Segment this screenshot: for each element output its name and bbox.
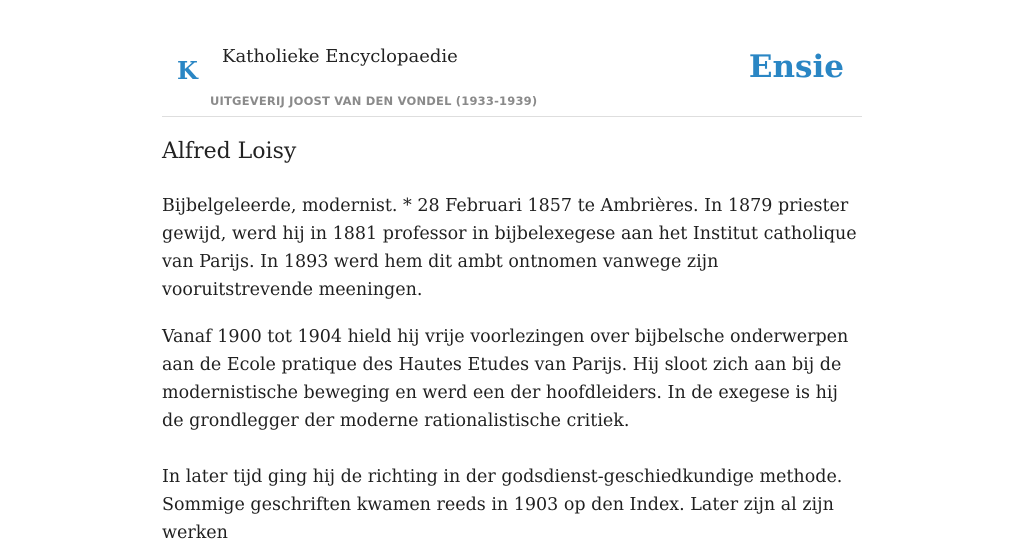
publisher-label: UITGEVERIJ JOOST VAN DEN VONDEL (1933-1939) [210,94,538,108]
ensie-brand-logo[interactable]: Ensie [748,49,844,85]
site-title[interactable]: Katholieke Encyclopaedie [222,46,458,67]
article-title: Alfred Loisy [162,139,297,164]
article-paragraph: In later tijd ging hij de richting in der godsdienst-geschiedkundige methode. Sommige geschriften kwamen reeds in 1903 op den Index. Later zijn al zijn werken [162,467,843,543]
encyclopedia-logo[interactable]: K [177,56,198,85]
site-header [162,0,862,117]
article-paragraph: Vanaf 1900 tot 1904 hield hij vrije voorlezingen over bijbelsche onderwerpen aan de Ecole pratique des Hautes Etudes van Parijs. Hij sloot zich aan bij de modernistische beweging en werd een der hoofdleiders. In de exegese is hij de grondlegger der moderne rationalistische critiek. [162,327,849,431]
article-paragraph: Bijbelgeleerde, modernist. * 28 Februari 1857 te Ambrières. In 1879 priester gewijd, werd hij in 1881 professor in bijbelexegese aan het Institut catholique van Parijs. In 1893 werd hem dit ambt ontnomen vanwege zijn vooruitstrevende meeningen. [162,196,857,300]
page [162,0,862,543]
